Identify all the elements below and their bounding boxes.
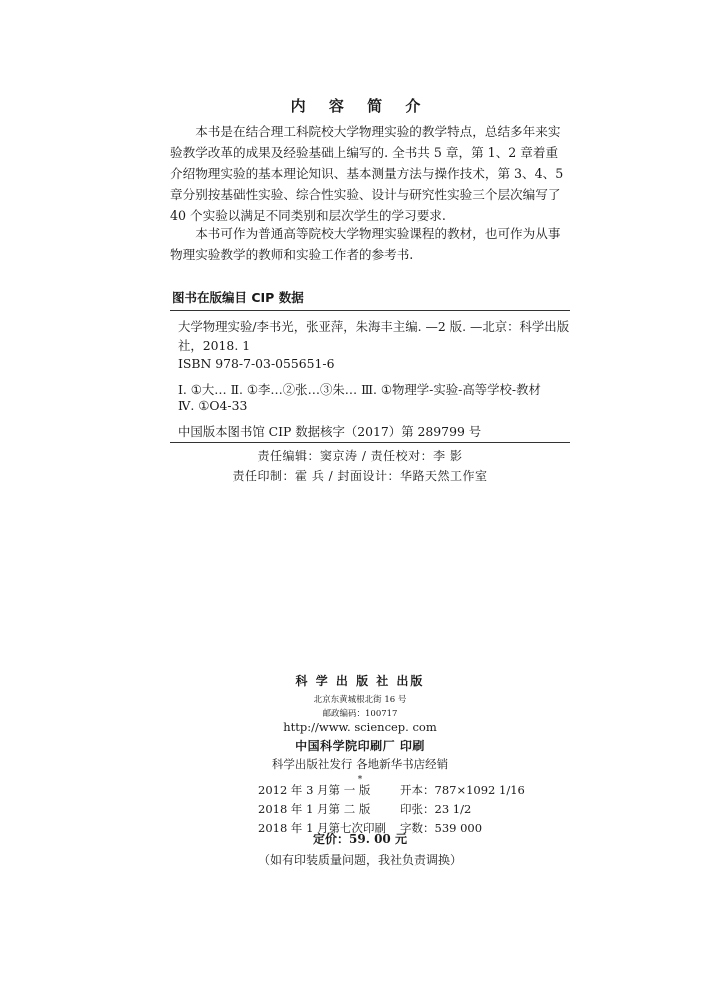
credits-printing: 责任印制：霍 兵 / 封面设计：华路天然工作室 (232, 469, 488, 483)
summary-paragraph-1: 本书是在结合理工科院校大学物理实验的教学特点，总结多年来实验教学改革的成果及经验基础上编写的. 全书共 5 章，第 1、2 章着重介绍物理实验的基本理论知识、基本测量方法与操作技术，第 3、4、5 章分别按基础性实验、综合性实验、设计与研究性实验三个层次编写了 40 个实验以满足不同类别和层次学生的学习要求. (170, 124, 564, 223)
cip-title-line-continued: 社，2018. 1 (178, 338, 251, 353)
summary-title: 内 容 简 介 (290, 97, 430, 115)
word-count: 字数：539 000 (400, 821, 483, 835)
publisher-name: 科 学 出 版 社 出版 (295, 674, 425, 688)
credits-editors: 责任编辑：窦京涛 / 责任校对：李 影 (257, 449, 463, 463)
separator-star: * (357, 775, 363, 785)
cip-heading: 图书在版编目 CIP 数据 (172, 290, 304, 305)
print-sheets: 印张：23 1/2 (400, 802, 472, 816)
edition-first: 2012 年 3 月第 一 版 (258, 783, 371, 797)
printer-name: 中国科学院印刷厂 印刷 (295, 739, 425, 753)
price: 定价：59. 00 元 (313, 832, 407, 846)
publisher-url: http://www. sciencep. com (283, 720, 437, 734)
publisher-postcode: 邮政编码：100717 (322, 709, 398, 719)
print-run: 2018 年 1 月第七次印刷 (258, 821, 387, 835)
format-size: 开本：787×1092 1/16 (400, 783, 525, 797)
edition-second: 2018 年 1 月第 二 版 (258, 802, 371, 816)
cip-isbn: ISBN 978-7-03-055651-6 (178, 356, 335, 371)
cip-top-rule (170, 310, 570, 311)
cip-title-line: 大学物理实验/李书光，张亚萍，朱海丰主编. —2 版. —北京：科学出版 (178, 319, 570, 334)
cip-record-number: 中国版本图书馆 CIP 数据核字（2017）第 289799 号 (178, 424, 482, 439)
summary-paragraph-2: 本书可作为普通高等院校大学物理实验课程的教材，也可作为从事物理实验教学的教师和实验工作者的参考书. (170, 226, 561, 262)
cip-classification: Ⅰ. ①大… Ⅱ. ①李…②张…③朱… Ⅲ. ①物理学-实验-高等学校-教材 (178, 382, 541, 397)
cip-bottom-rule (170, 442, 570, 443)
cip-classification-number: Ⅳ. ①O4-33 (178, 398, 248, 413)
quality-note: （如有印装质量问题，我社负责调换） (257, 853, 462, 867)
publisher-address: 北京东黄城根北街 16 号 (313, 695, 407, 705)
distribution-info: 科学出版社发行 各地新华书店经销 (271, 757, 449, 771)
